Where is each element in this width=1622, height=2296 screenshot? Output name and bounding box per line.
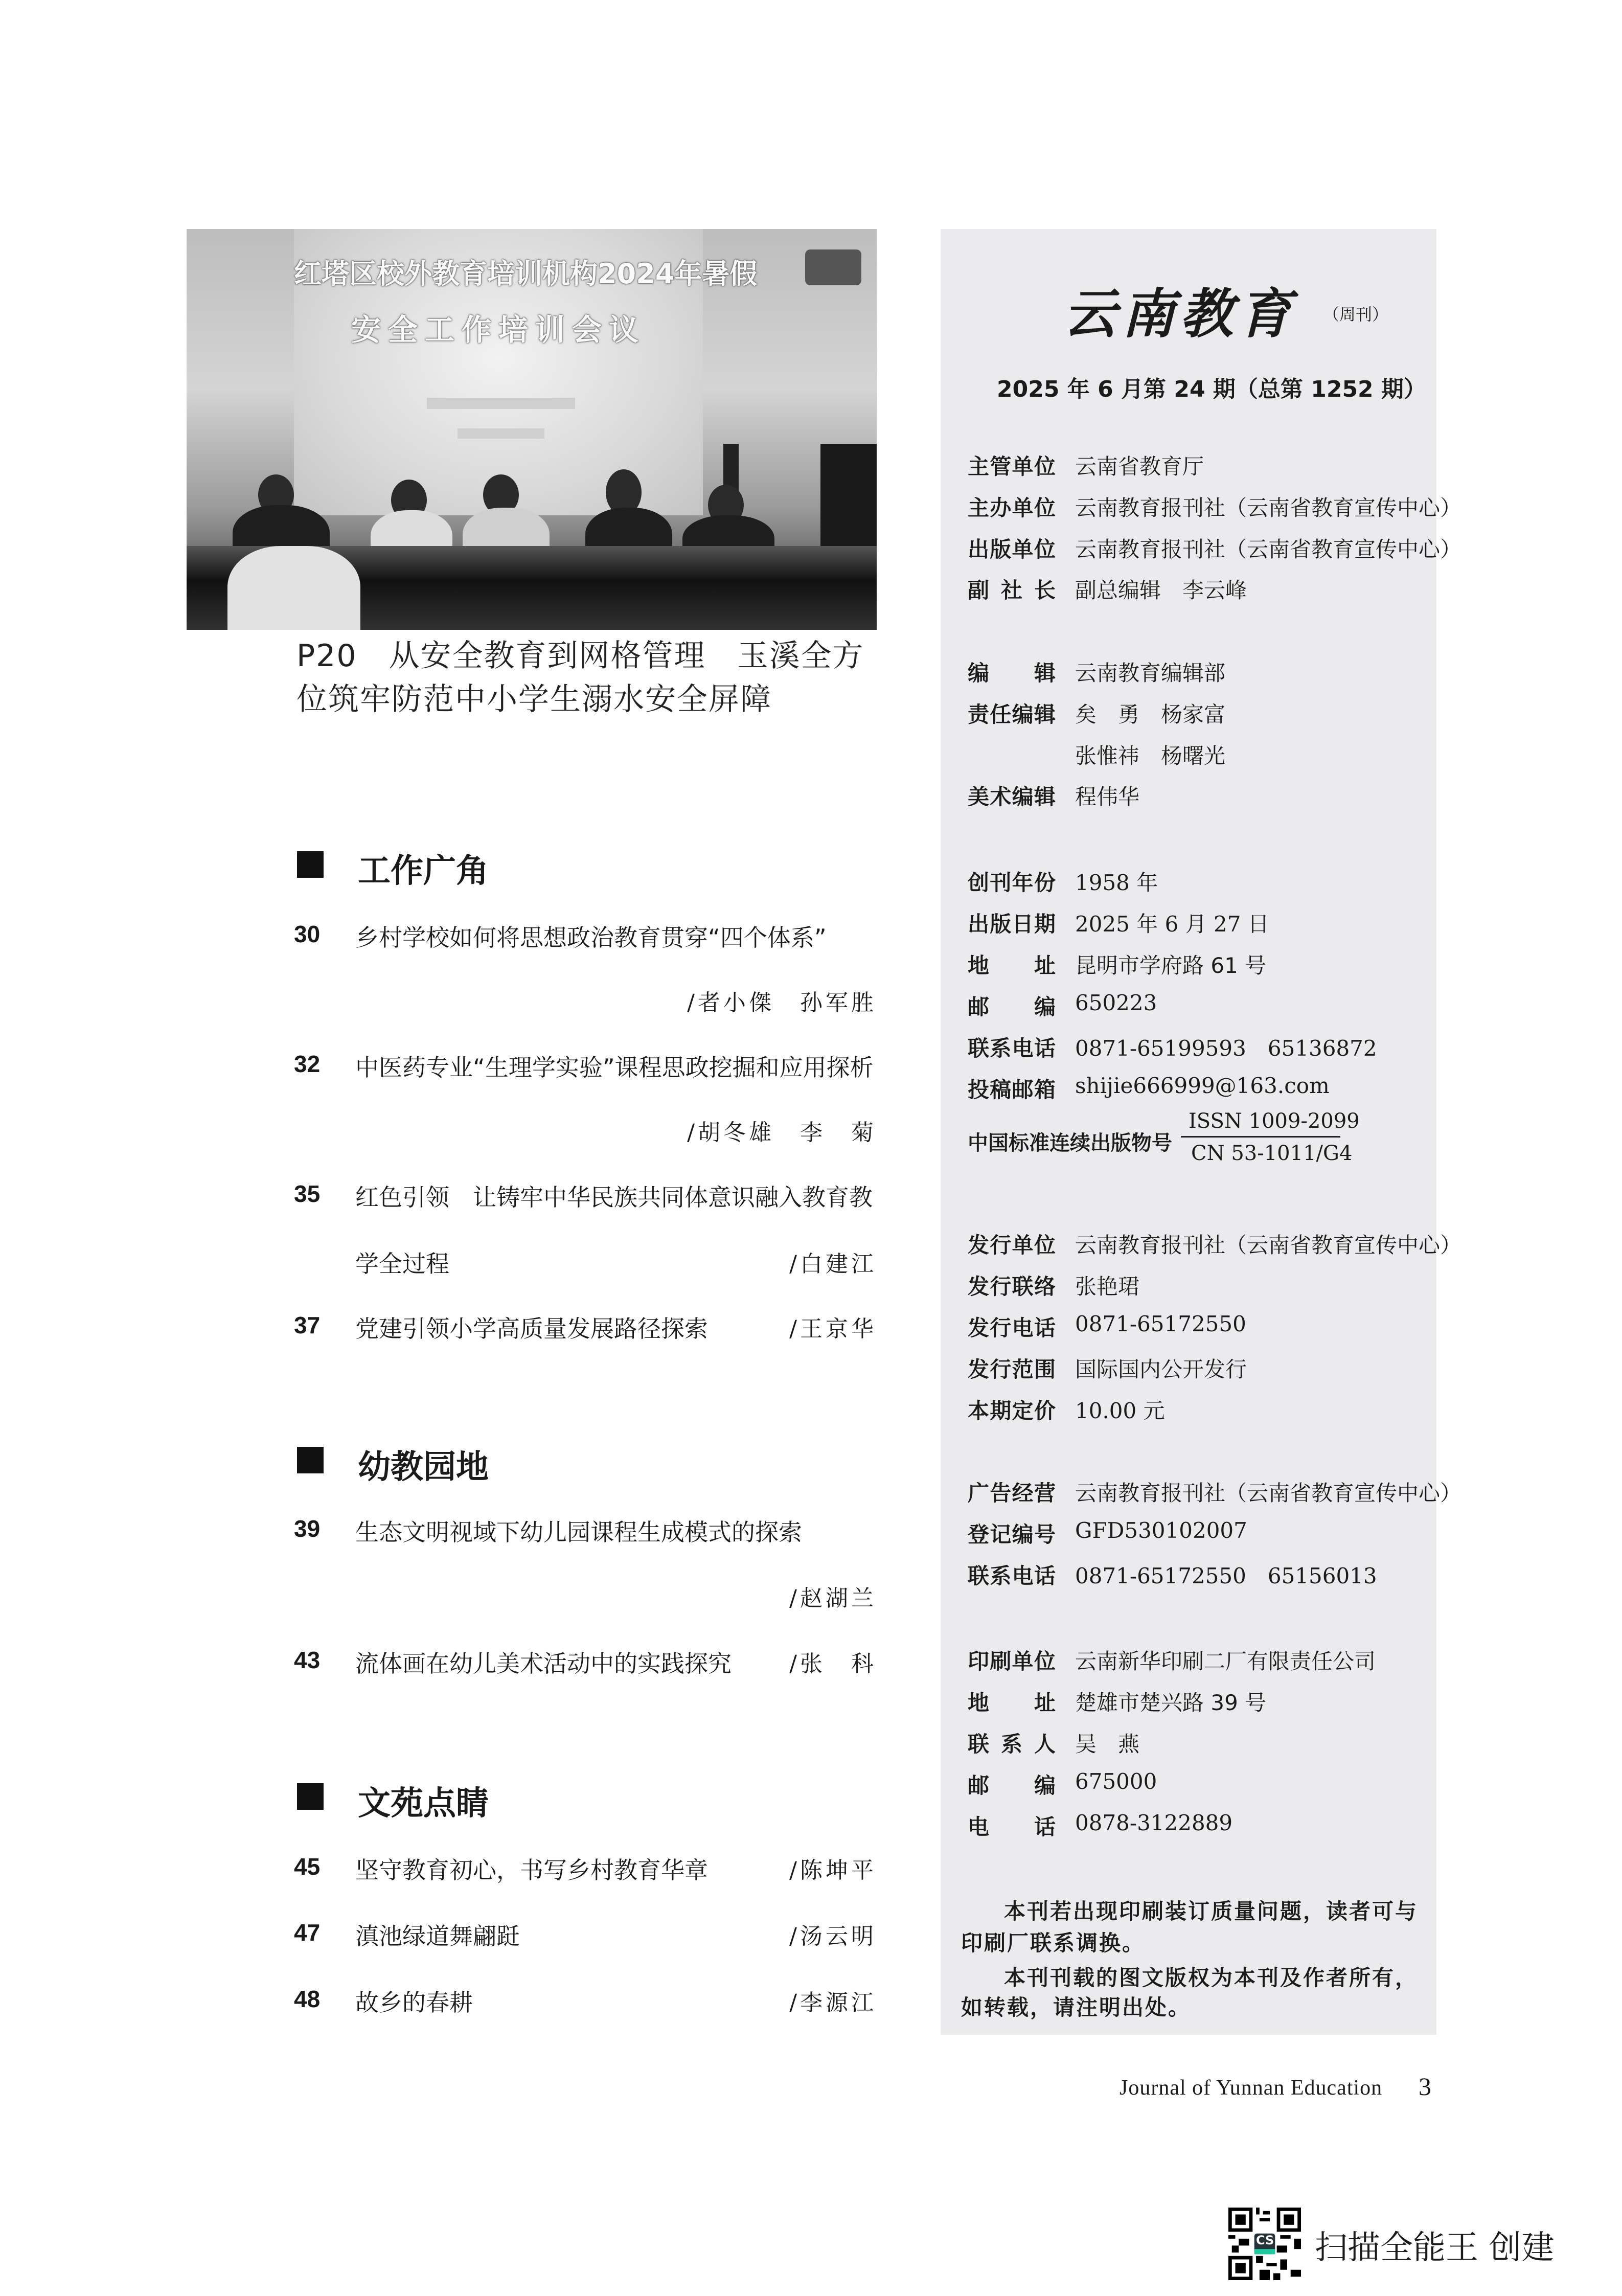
info-value: 云南教育报刊社（云南省教育宣传中心） <box>1075 1481 1462 1506</box>
info-label: 美术编辑 <box>968 784 1056 809</box>
toc-page-number: 48 <box>294 1986 321 2012</box>
info-label: 编辑 <box>968 661 1056 686</box>
toc-page-number: 37 <box>294 1312 321 1338</box>
info-value: 国际国内公开发行 <box>1075 1357 1247 1382</box>
qr-code-icon <box>1228 2208 1301 2280</box>
info-label: 发行范围 <box>968 1357 1056 1382</box>
toc-item-title[interactable]: 党建引领小学高质量发展路径探索 <box>355 1315 708 1343</box>
foreground-person <box>227 546 360 630</box>
info-value: 云南教育报刊社（云南省教育宣传中心） <box>1075 537 1462 562</box>
toc-page-number: 30 <box>294 921 321 947</box>
toc-item-title[interactable]: 故乡的春耕 <box>355 1989 473 2016</box>
toc-item-author: /汤云明 <box>789 1923 877 1949</box>
cover-caption-line2: 位筑牢防范中小学生溺水安全屏障 <box>296 681 772 717</box>
info-value: 张艳珺 <box>1075 1274 1140 1299</box>
info-label: 联系电话 <box>968 1563 1056 1588</box>
toc-item-title[interactable]: 乡村学校如何将思想政治教育贯穿“四个体系” <box>355 924 827 951</box>
info-label: 印刷单位 <box>968 1649 1056 1674</box>
info-value: 昆明市学府路 61 号 <box>1075 953 1267 978</box>
cover-photo <box>187 229 877 630</box>
info-value: 云南教育报刊社（云南省教育宣传中心） <box>1075 1233 1462 1258</box>
toc-item-title[interactable]: 坚守教育初心，书写乡村教育华章 <box>355 1856 708 1884</box>
cn-number: CN 53-1011/G4 <box>1191 1142 1353 1165</box>
info-value: 张惟祎 杨曙光 <box>1075 743 1226 768</box>
info-label: 本期定价 <box>968 1398 1056 1423</box>
info-label: 地址 <box>968 953 1056 978</box>
info-value: 675000 <box>1075 1769 1157 1794</box>
toc-page-number: 39 <box>294 1515 321 1542</box>
info-value: 0878-3122889 <box>1075 1810 1233 1835</box>
info-label: 创刊年份 <box>968 870 1056 895</box>
notice-print-quality: 本刊若出现印刷装订质量问题，读者可与印刷厂联系调换。 <box>961 1899 1419 1956</box>
info-label: 投稿邮箱 <box>968 1077 1056 1102</box>
info-value: GFD530102007 <box>1075 1518 1247 1543</box>
info-label: 出版单位 <box>968 537 1056 562</box>
info-label: 责任编辑 <box>968 702 1056 727</box>
toc-page-number: 47 <box>294 1919 321 1946</box>
info-value: 吴 燕 <box>1075 1732 1140 1757</box>
info-label: 广告经营 <box>968 1481 1056 1506</box>
info-label: 联系电话 <box>968 1036 1056 1061</box>
section-bullet-icon <box>297 1447 324 1473</box>
toc-page-number: 45 <box>294 1853 321 1880</box>
toc-page-number: 43 <box>294 1647 321 1673</box>
journal-english-name: Journal of Yunnan Education <box>1120 2076 1383 2100</box>
toc-item-title[interactable]: 中医药专业“生理学实验”课程思政挖掘和应用探析 <box>355 1054 874 1081</box>
info-value: 云南教育编辑部 <box>1075 661 1226 686</box>
cover-caption-line1[interactable]: P20 从安全教育到网格管理 玉溪全方 <box>296 638 864 674</box>
serial-number-label: 中国标准连续出版物号 <box>968 1131 1172 1155</box>
info-label: 副社长 <box>968 578 1056 603</box>
toc-page-number: 35 <box>294 1180 321 1207</box>
info-label: 主管单位 <box>968 454 1056 479</box>
toc-item-author: /张 科 <box>789 1651 877 1677</box>
section-bullet-icon <box>297 1783 324 1810</box>
journal-logo: 云南教育 <box>1063 282 1297 345</box>
page-number: 3 <box>1419 2072 1431 2101</box>
info-label: 地址 <box>968 1690 1056 1715</box>
notice-copyright: 本刊刊载的图文版权为本刊及作者所有，如转载，请注明出处。 <box>961 1965 1419 2020</box>
issn: ISSN 1009-2099 <box>1189 1109 1360 1133</box>
section-bullet-icon <box>297 851 324 878</box>
info-value: 副总编辑 李云峰 <box>1075 578 1247 603</box>
info-value: 程伟华 <box>1075 784 1140 809</box>
toc-item-author: /陈坤平 <box>789 1857 877 1883</box>
toc-item-author: /白建江 <box>789 1251 877 1277</box>
info-value: 0871-65172550 65156013 <box>1075 1563 1377 1588</box>
info-label: 联系人 <box>968 1732 1056 1757</box>
info-value: 云南新华印刷二厂有限责任公司 <box>1075 1649 1376 1674</box>
info-label: 发行单位 <box>968 1233 1056 1258</box>
issue-number: 2025 年 6 月第 24 期（总第 1252 期） <box>997 376 1426 402</box>
toc-item-author: /王京华 <box>789 1316 877 1342</box>
scanner-watermark-text: 扫描全能王 创建 <box>1315 2229 1555 2267</box>
projection-screen <box>294 229 758 515</box>
section-title: 文苑点睛 <box>358 1785 489 1823</box>
toc-page-number: 32 <box>294 1051 321 1077</box>
section-title: 工作广角 <box>358 852 489 890</box>
info-label: 主办单位 <box>968 495 1056 520</box>
section-title: 幼教园地 <box>358 1448 489 1486</box>
toc-item-author: /者小傑 孙军胜 <box>687 990 877 1016</box>
toc-item-title[interactable]: 流体画在幼儿美术活动中的实践探究 <box>355 1650 732 1677</box>
journal-logo-subtitle: （周刊） <box>1323 305 1389 324</box>
info-value: 楚雄市楚兴路 39 号 <box>1075 1690 1267 1715</box>
info-label: 电话 <box>968 1814 1056 1839</box>
toc-item-title-cont[interactable]: 学全过程 <box>355 1250 449 1278</box>
info-value: 矣 勇 杨家富 <box>1075 702 1226 727</box>
info-label: 登记编号 <box>968 1522 1056 1547</box>
toc-item-title[interactable]: 生态文明视域下幼儿园课程生成模式的探索 <box>355 1518 802 1546</box>
info-label: 邮编 <box>968 1773 1056 1798</box>
info-value: 1958 年 <box>1075 870 1158 895</box>
info-label: 邮编 <box>968 994 1056 1019</box>
info-value: 云南教育报刊社（云南省教育宣传中心） <box>1075 495 1462 520</box>
info-value: 10.00 元 <box>1075 1398 1165 1423</box>
toc-item-author: /赵湖兰 <box>789 1585 877 1611</box>
info-value: 云南省教育厅 <box>1075 454 1204 479</box>
toc-item-author: /李源江 <box>789 1990 877 2016</box>
screen-title-line2: 安全工作培训会议 <box>351 312 646 347</box>
info-label: 发行联络 <box>968 1274 1056 1299</box>
info-value: 650223 <box>1075 990 1157 1015</box>
toc-item-author: /胡冬雄 李 菊 <box>687 1120 877 1146</box>
toc-item-title[interactable]: 红色引领 让铸牢中华民族共同体意识融入教育教 <box>355 1184 873 1211</box>
info-label: 发行电话 <box>968 1315 1056 1340</box>
info-value: 0871-65172550 <box>1075 1311 1246 1336</box>
info-value: shijie666999@163.com <box>1075 1073 1330 1098</box>
info-label: 出版日期 <box>968 912 1056 937</box>
scanner-badge: CS <box>1256 2233 1274 2247</box>
screen-title-line1: 红塔区校外教育培训机构2024年暑假 <box>294 258 758 290</box>
fraction-divider <box>1181 1136 1340 1138</box>
info-value: 2025 年 6 月 27 日 <box>1075 912 1269 937</box>
info-value: 0871-65199593 65136872 <box>1075 1036 1377 1061</box>
toc-item-title[interactable]: 滇池绿道舞翩跹 <box>355 1922 520 1950</box>
